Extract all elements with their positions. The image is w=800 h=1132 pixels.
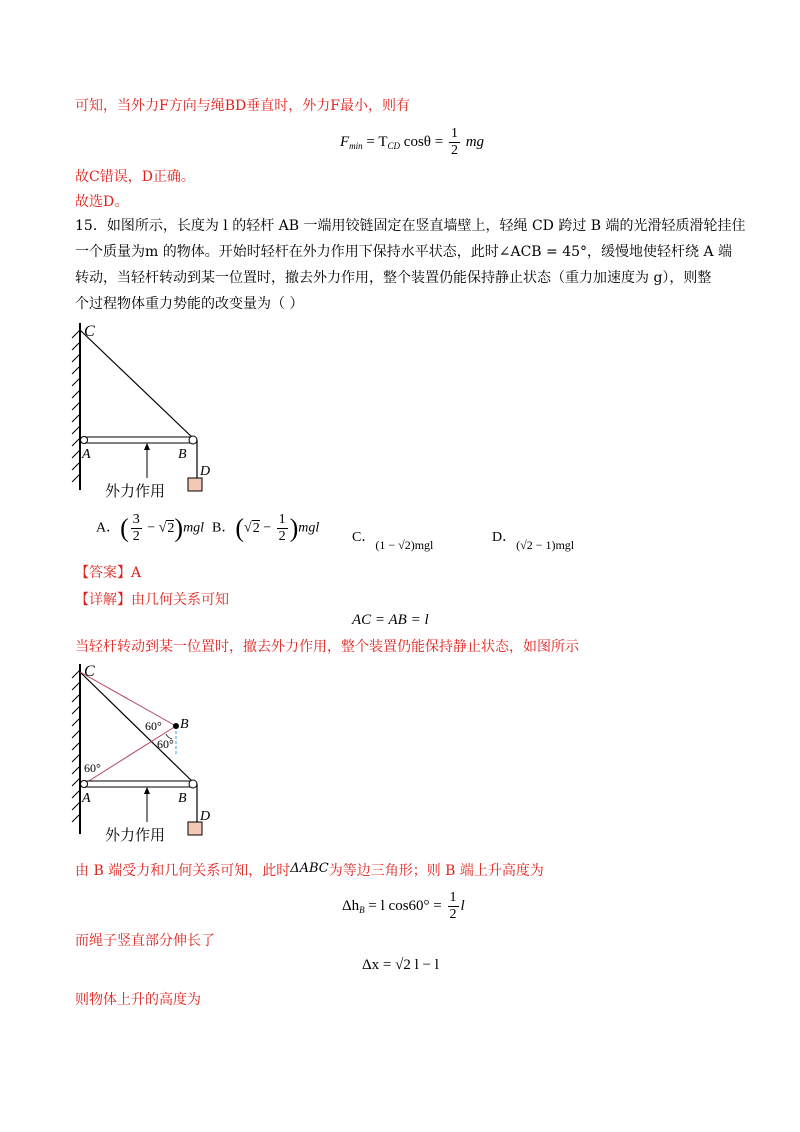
label-d-2: D	[200, 809, 211, 824]
figure-2	[60, 656, 230, 846]
question-line-1: 15．如图所示，长度为 l 的轻杆 AB 一端用铰链固定在竖直墙壁上，轻绳 CD 跨过 B 端的光滑轻质滑轮挂住	[75, 218, 746, 234]
equation-delta-h	[342, 890, 465, 923]
hinge-a-1	[81, 437, 88, 444]
label-a-2: A	[82, 791, 91, 806]
question-line-3: 转动，当轻杆转动到某一位置时，撤去外力作用，整个装置仍能保持静止状态（重力加速度为 g），则整	[75, 270, 712, 286]
equation-delta-x: Δx = √2 l − l	[362, 957, 439, 973]
eq-dh-mid: = l cos60° =	[364, 897, 446, 914]
option-a-num: 3	[132, 512, 140, 527]
option-a-rest: mgl	[183, 520, 205, 536]
eq-fmin-frac	[449, 126, 460, 159]
eq-dh-den: 2	[449, 907, 457, 922]
hinge-a-2	[81, 781, 88, 788]
eq-dh-lhs: Δh	[342, 897, 360, 914]
triangle-abc: ΔABC	[290, 861, 329, 876]
eq-fmin-den: 2	[450, 143, 458, 158]
label-b-new: B	[180, 717, 189, 732]
caption-1: 外力作用	[105, 484, 166, 500]
equation-fmin	[340, 126, 484, 159]
option-c-expr: (1 − √2)mgl	[375, 538, 434, 552]
figure-1	[60, 318, 230, 503]
pulley-b-2	[189, 780, 197, 788]
option-b-num: 1	[278, 512, 286, 527]
prev-solution-line-2: 故C错误，D正确。	[75, 169, 195, 185]
option-d-expr: (√2 − 1)mgl	[516, 538, 575, 552]
eq-dh-rhs: l	[460, 897, 465, 914]
solution-line-2: 而绳子竖直部分伸长了	[75, 933, 215, 949]
eq-dh-sub: B	[359, 904, 365, 915]
eq-fmin-mid-sub: CD	[387, 140, 401, 151]
force-arrowhead-2	[144, 787, 150, 794]
eq-fmin-num: 1	[450, 126, 458, 141]
option-c[interactable]	[352, 526, 433, 553]
option-c-label: C．	[352, 530, 376, 545]
eq-fmin-rhs: mg	[465, 133, 485, 150]
rod-ab-1	[84, 437, 191, 443]
option-b-den: 2	[278, 529, 286, 544]
detail-line: 【详解】由几何关系可知	[75, 592, 229, 608]
force-arrowhead-1	[144, 443, 150, 450]
option-b-label: B．	[212, 520, 236, 536]
eq-fmin-lhs: F	[340, 133, 350, 150]
eq-fmin-mid: = T	[366, 133, 388, 150]
angle-label-3: 60°	[84, 761, 101, 775]
wall-1	[72, 323, 80, 490]
solution-line-1-a: 由 B 端受力和几何关系可知，此时	[75, 863, 291, 879]
caption-2: 外力作用	[105, 828, 166, 844]
label-b-2: B	[178, 791, 187, 806]
option-b[interactable]: B．(√2 − $\frac{1}{2}$ )mgl	[212, 512, 320, 544]
equation-ac-ab: AC = AB = l	[352, 612, 429, 628]
solution-line-1	[75, 859, 544, 881]
option-b-rest: mgl	[298, 520, 320, 536]
wall-2	[72, 664, 80, 834]
answer-line-2: 当轻杆转动到某一位置时，撤去外力作用，整个装置仍能保持静止状态，如图所示	[75, 639, 579, 655]
angle-label-1: 60°	[145, 719, 162, 733]
label-b-1: B	[178, 447, 187, 462]
pulley-b-new	[173, 723, 179, 729]
rod-ab-2	[84, 781, 191, 787]
angle-label-2: 60°	[157, 737, 174, 751]
option-d-label: D．	[492, 530, 517, 545]
prev-solution-line-3: 故选D。	[75, 194, 129, 210]
answer-line: 【答案】A	[75, 565, 142, 581]
option-a-den: 2	[132, 529, 140, 544]
rod-ab-new	[84, 726, 176, 784]
pulley-b-1	[189, 436, 197, 444]
option-a[interactable]: A．( $\frac{3}{2}$ − √2)mgl	[96, 512, 205, 544]
option-d[interactable]	[492, 526, 574, 553]
solution-line-1-b: 为等边三角形；则 B 端上升高度为	[328, 863, 544, 879]
label-c-1: C	[84, 323, 95, 340]
rope-cb-1	[80, 330, 195, 440]
option-a-label: A．	[96, 520, 121, 536]
eq-dh-num: 1	[449, 890, 457, 905]
eq-fmin-lhs-sub: min	[349, 140, 363, 151]
label-d-1: D	[200, 464, 211, 479]
eq-fmin-cos: cosθ =	[403, 133, 447, 150]
question-line-2: 一个质量为m 的物体。开始时轻杆在外力作用下保持水平状态，此时∠ACB = 45°，缓慢地使轻杆绕 A 端	[75, 244, 733, 260]
label-a-1: A	[82, 447, 91, 462]
prev-solution-line-1: 可知，当外力F方向与绳BD垂直时，外力F最小，则有	[75, 98, 410, 114]
solution-line-3: 则物体上升的高度为	[75, 992, 201, 1008]
rope-cb-new	[80, 672, 176, 726]
question-line-4: 个过程物体重力势能的改变量为（ ）	[75, 296, 304, 312]
label-c-2: C	[84, 663, 95, 680]
eq-dh-frac	[448, 890, 459, 923]
mass-box-1	[188, 478, 202, 491]
